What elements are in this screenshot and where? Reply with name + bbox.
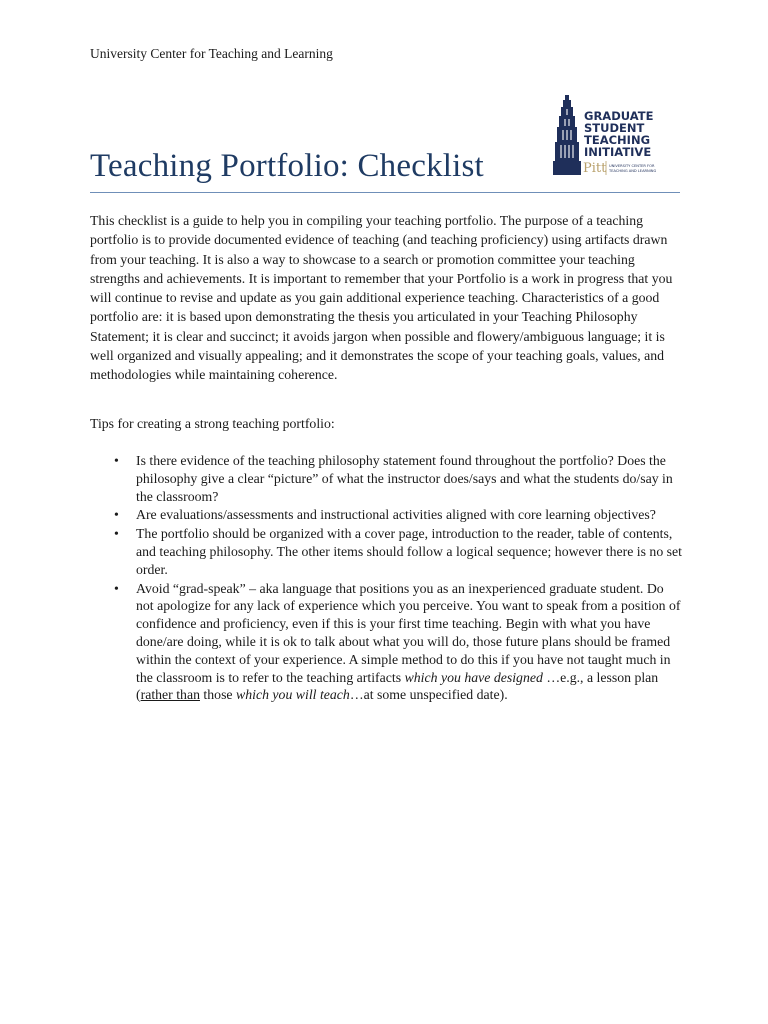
logo-subtext2: TEACHING AND LEARNING xyxy=(609,169,657,173)
tip-text: Are evaluations/assessments and instructional activities aligned with core learning objectives? xyxy=(136,507,656,523)
tip-text: The portfolio should be organized with a cover page, introduction to the reader, table of contents, and teaching philosophy. The other items should follow a logical sequence; however there is no set order. xyxy=(136,526,682,577)
tip-text: Is there evidence of the teaching philosophy statement found throughout the portfolio? Does the philosophy give a clear “picture” of what the instructor does/says and what the students do/say in the classroom? xyxy=(136,453,673,504)
bullet-icon: • xyxy=(114,507,119,523)
logo-line4: INITIATIVE xyxy=(584,145,652,159)
tip4-part1: Avoid “grad-speak” – aka language that positions you as an inexperienced graduate student. Do not apologize for any lack of experience which you perceive. You want to speak from a position of confidence and proficiency, even if this is your first time teaching. Begin with what you have done/are doing, while it is ok to talk about what you will do, those future plans should be framed within the context of your experience. A simple method to do this if you have not taught much in the classroom is to refer to the teaching artifacts xyxy=(136,580,681,685)
logo-line3: TEACHING xyxy=(584,133,651,147)
list-item xyxy=(90,452,682,505)
tip4-underlined: rather than xyxy=(140,687,200,703)
tip-text xyxy=(136,581,680,703)
list-item xyxy=(90,506,682,524)
logo-line1: GRADUATE xyxy=(584,109,654,123)
tip4-italic2: which you will teach xyxy=(236,687,350,703)
tips-list xyxy=(90,452,682,705)
tip4-italic1: which you have designed xyxy=(404,669,543,685)
tip4-part4: …at some unspecified date). xyxy=(349,687,508,703)
title-divider xyxy=(90,192,680,193)
list-item xyxy=(90,580,682,705)
bullet-icon: • xyxy=(114,526,119,542)
tips-heading: Tips for creating a strong teaching portfolio: xyxy=(90,416,335,431)
tip4-part3: those xyxy=(199,687,237,703)
logo-subtext1: UNIVERSITY CENTER FOR xyxy=(609,164,655,168)
bullet-icon: • xyxy=(114,453,119,468)
running-header: University Center for Teaching and Learning xyxy=(90,46,333,61)
graduate-student-teaching-initiative-logo xyxy=(553,95,663,185)
logo-graphic xyxy=(553,95,663,185)
logo-line2: STUDENT xyxy=(584,121,645,135)
logo-pitt: Pitt xyxy=(583,161,607,176)
intro-paragraph: This checklist is a guide to help you in compiling your teaching portfolio. The purpose of a teaching portfolio is to provide documented evidence of teaching (and teaching proficiency) using artifacts drawn from your teaching. It is also a way to showcase to a search or promotion committee your teaching strengths and achievements. It is important to remember that your Portfolio is a work in progress that you will continue to revise and update as you gain additional experience teaching. Characteristics of a good portfolio are: it is based upon demonstrating the thesis you articulated in your Teaching Philosophy Statement; it is clear and succinct; it avoids jargon when possible and flowery/ambiguous language; it is well organized and visually appealing; and it demonstrates the scope of your teaching goals, values, and methodologies while maintaining coherence. xyxy=(90,213,673,383)
document-title: Teaching Portfolio: Checklist xyxy=(90,148,484,184)
list-item xyxy=(90,525,682,578)
tip4-part2: …e.g., a lesson plan ( xyxy=(136,669,659,703)
bullet-icon: • xyxy=(114,580,119,596)
